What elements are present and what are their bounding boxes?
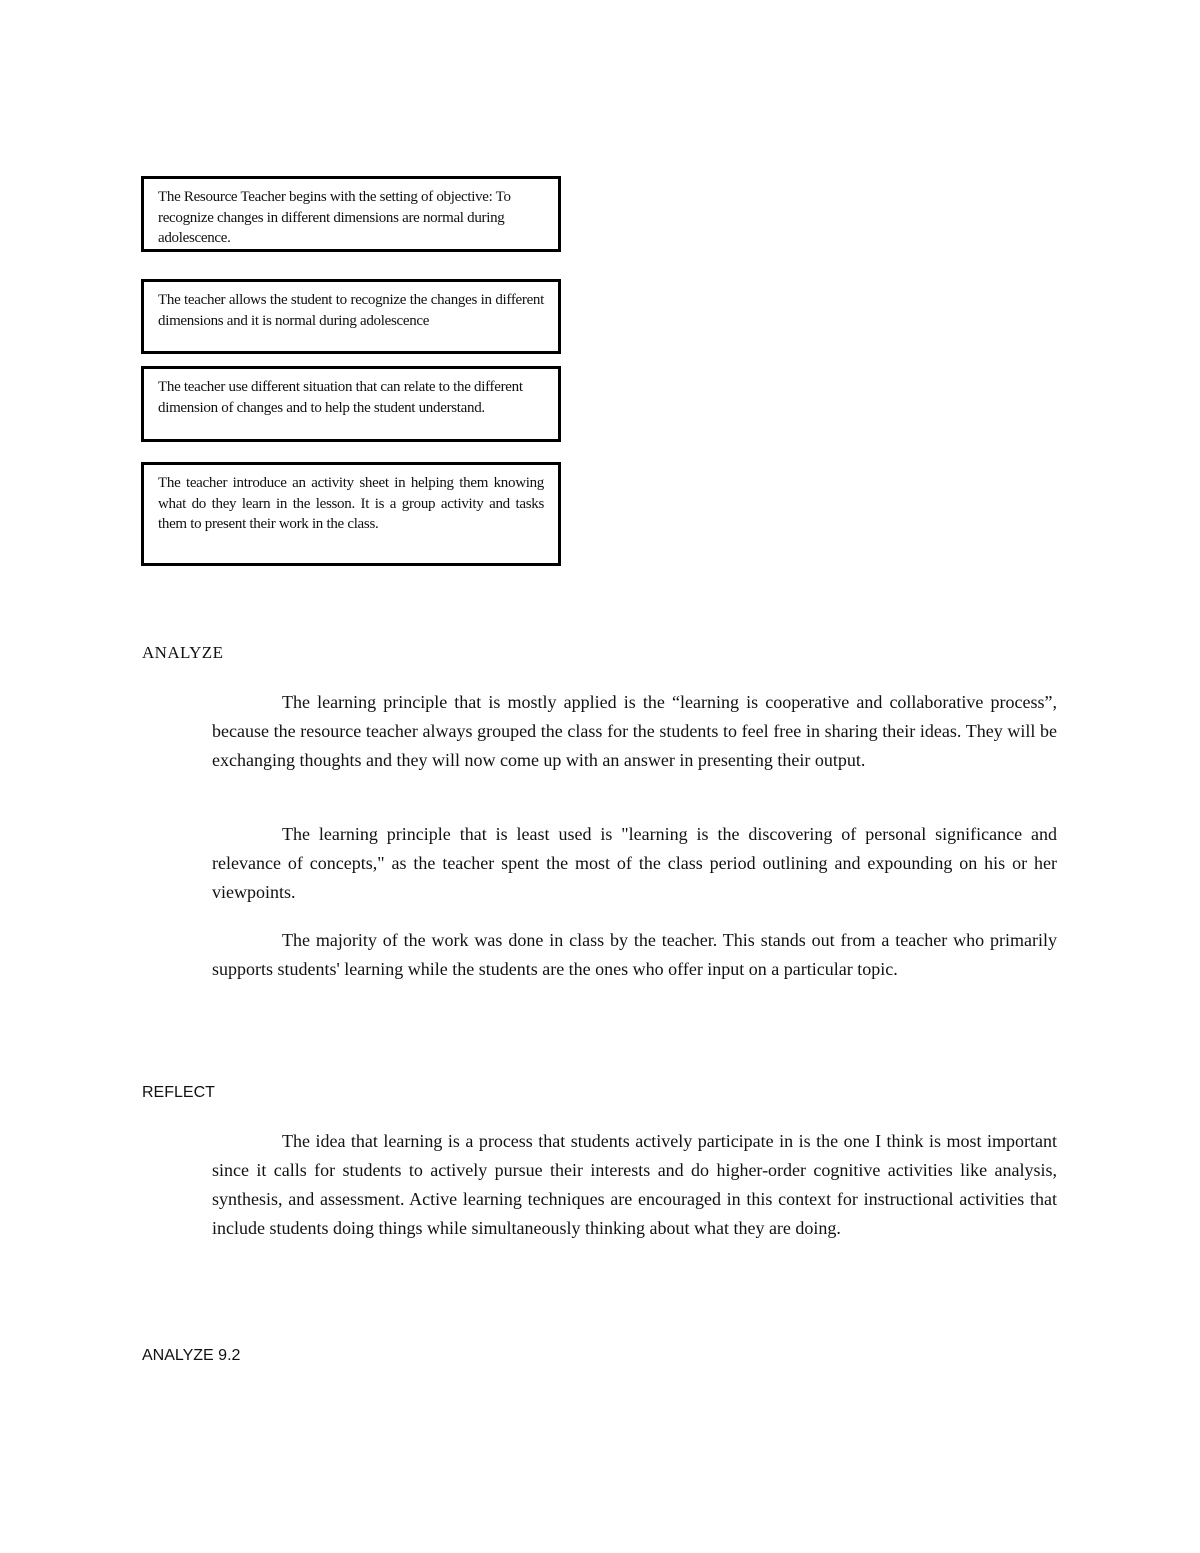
analyze-paragraph-most-applied: The learning principle that is mostly applied is the “learning is cooperative and collaborative process”, because the resource teacher always grouped the class for the students to feel free in sharing their ideas. They will be exchanging thoughts and they will now come up with an answer in presenting their output. <box>212 692 1057 770</box>
flow-box-situations <box>141 366 561 442</box>
analyze-9-2-heading: ANALYZE 9.2 <box>142 1347 241 1364</box>
reflect-heading: REFLECT <box>142 1084 215 1101</box>
flow-box-recognize-changes <box>141 279 561 354</box>
flow-box-activity-sheet <box>141 462 561 566</box>
flow-box-text: The teacher allows the student to recognize the changes in different dimensions and it is normal during adolescence <box>158 292 544 329</box>
flow-box-text: The teacher introduce an activity sheet in helping them knowing what do they learn in the lesson. It is a group activity and tasks them to present their work in the class. <box>158 475 544 532</box>
flow-box-objective <box>141 176 561 252</box>
flow-box-text: The Resource Teacher begins with the setting of objective: To recognize changes in different dimensions are normal during adolescence. <box>158 189 511 246</box>
reflect-paragraph: The idea that learning is a process that students actively participate in is the one I think is most important since it calls for students to actively pursue their interests and do higher-order cognitive activities like analysis, synthesis, and assessment. Active learning techniques are encouraged in this context for instructional activities that include students doing things while simultaneously thinking about what they are doing. <box>212 1131 1057 1238</box>
analyze-paragraph-teacher-work: The majority of the work was done in class by the teacher. This stands out from a teacher who primarily supports students' learning while the students are the ones who offer input on a particular topic. <box>212 930 1057 979</box>
flow-box-text: The teacher use different situation that can relate to the different dimension of changes and to help the student understand. <box>158 379 523 416</box>
analyze-paragraph-least-used: The learning principle that is least used is "learning is the discovering of personal significance and relevance of concepts," as the teacher spent the most of the class period outlining and expounding on his or her viewpoints. <box>212 824 1057 902</box>
analyze-heading: ANALYZE <box>142 643 224 662</box>
